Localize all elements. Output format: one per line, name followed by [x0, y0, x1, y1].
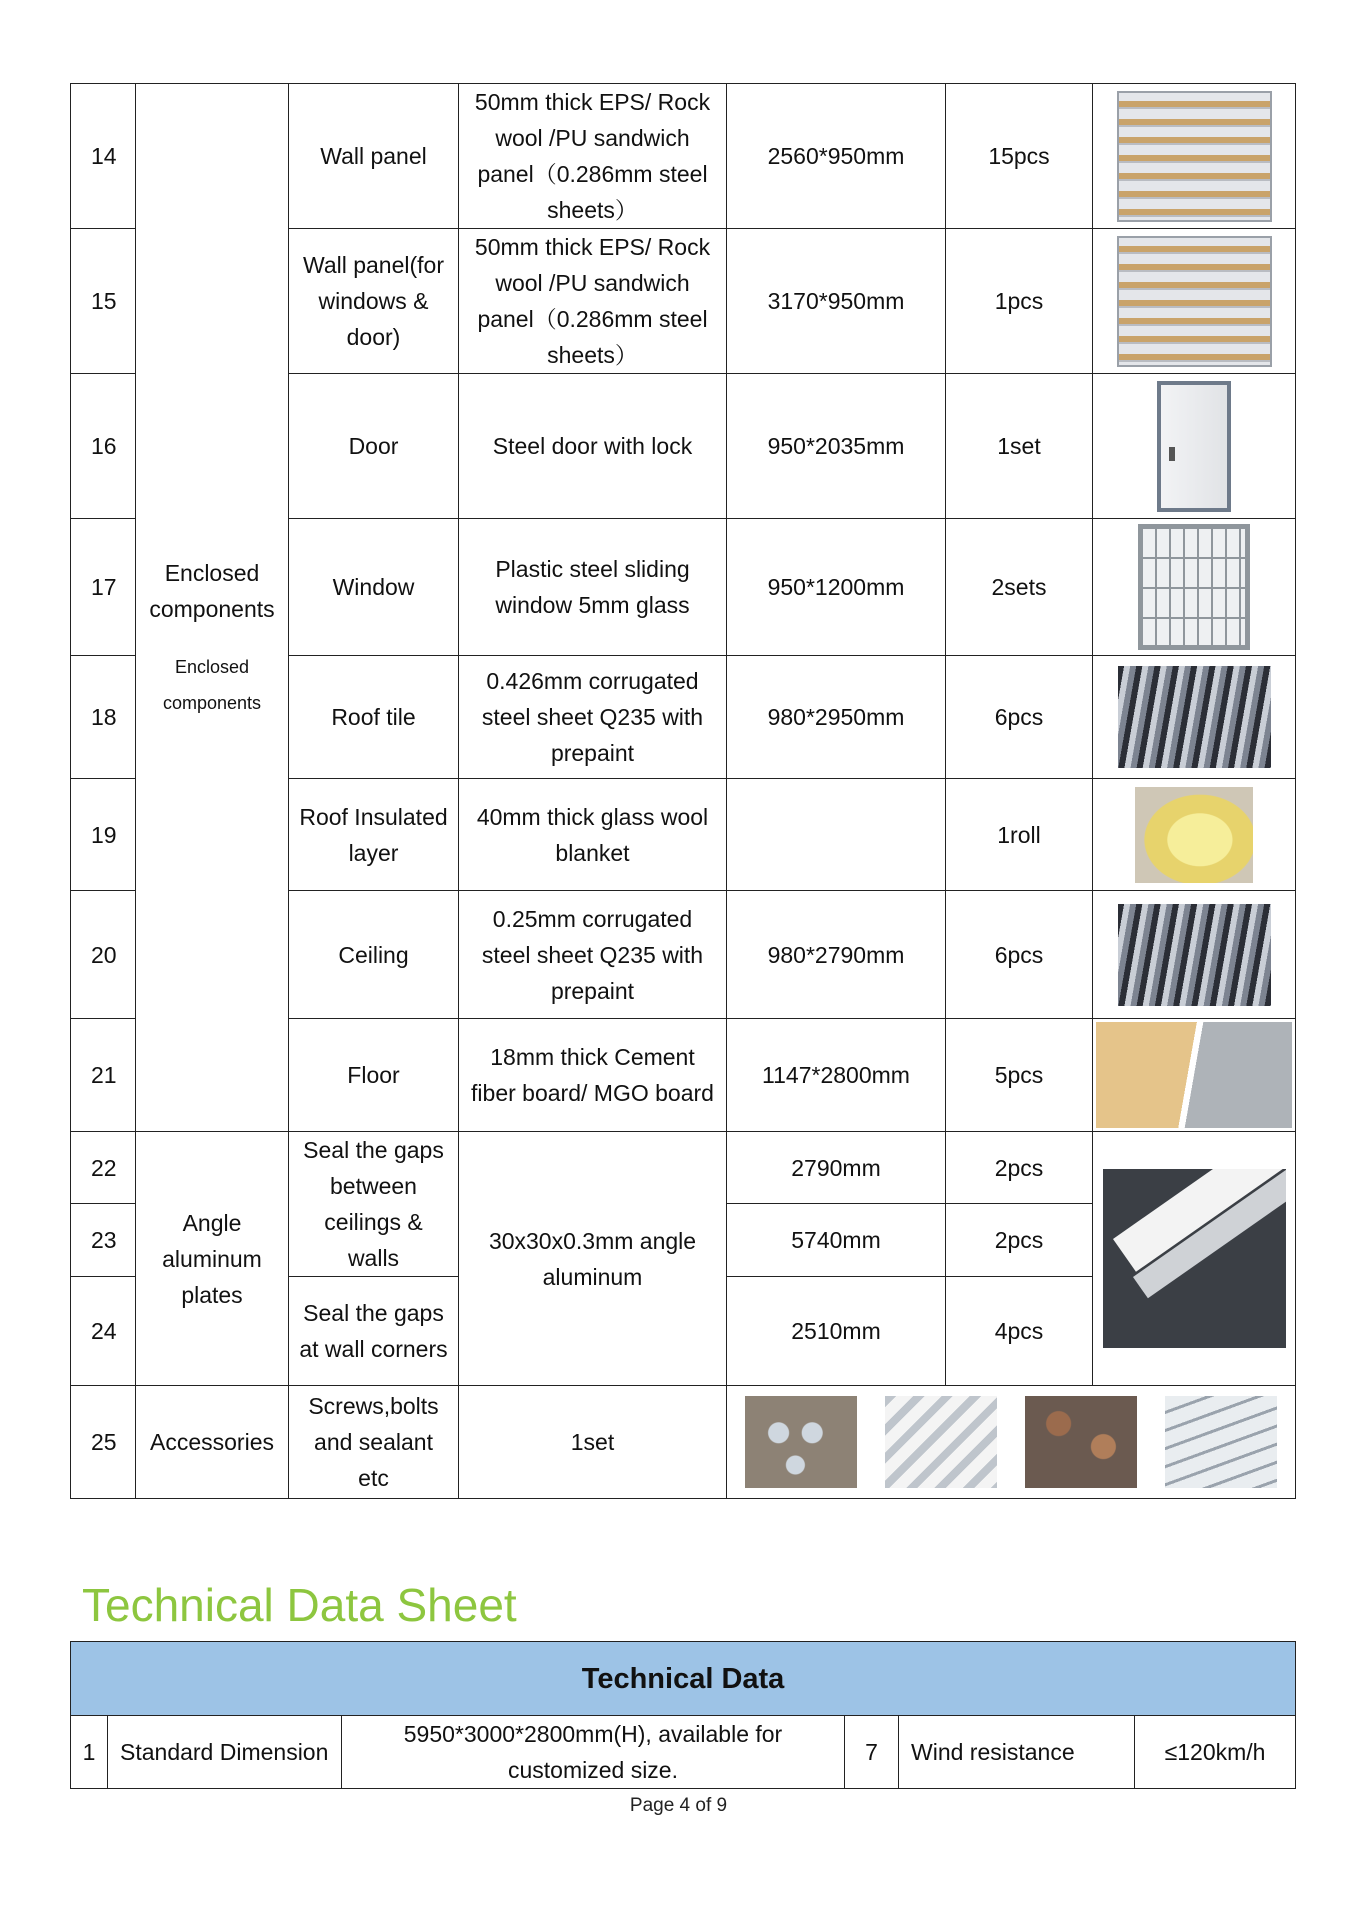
glass-wool-photo	[1135, 787, 1253, 883]
item-qty: 1pcs	[946, 229, 1093, 374]
row-number: 20	[71, 891, 136, 1019]
item-qty: 2pcs	[946, 1132, 1093, 1204]
accessories-photos	[727, 1396, 1295, 1488]
row-number: 14	[71, 84, 136, 229]
enclosed-group-label: Enclosed components	[149, 559, 275, 622]
row-number: 21	[71, 1019, 136, 1132]
item-name: Wall panel	[289, 84, 459, 229]
item-qty: 6pcs	[946, 656, 1093, 779]
item-name: Wall panel(for windows & door)	[289, 229, 459, 374]
table-row	[71, 1132, 1296, 1204]
item-qty: 1roll	[946, 779, 1093, 891]
roof-tile-photo	[1118, 666, 1271, 768]
screws-photo	[745, 1396, 857, 1488]
enclosed-group-small-label: Enclosed components	[162, 656, 262, 713]
enclosed-components-cell	[136, 84, 289, 1132]
row-number: 17	[71, 519, 136, 656]
row-number: 23	[71, 1204, 136, 1277]
item-spec: 30x30x0.3mm angle aluminum	[459, 1132, 727, 1386]
angle-group-label: Angle aluminum plates	[136, 1132, 289, 1386]
components-table	[70, 83, 1296, 1499]
item-photo-cell	[1093, 891, 1296, 1019]
item-name: Roof Insulated layer	[289, 779, 459, 891]
item-size: 3170*950mm	[727, 229, 946, 374]
item-name: Door	[289, 374, 459, 519]
section-title: Technical Data Sheet	[82, 1579, 517, 1631]
table-row	[71, 1716, 1296, 1789]
row-number: 22	[71, 1132, 136, 1204]
item-size: 2560*950mm	[727, 84, 946, 229]
accessories-group-label: Accessories	[136, 1386, 289, 1499]
row-number: 18	[71, 656, 136, 779]
item-qty: 2sets	[946, 519, 1093, 656]
item-size: 1147*2800mm	[727, 1019, 946, 1132]
item-name: Floor	[289, 1019, 459, 1132]
item-qty: 15pcs	[946, 84, 1093, 229]
item-qty: 2pcs	[946, 1204, 1093, 1277]
item-photo-cell	[1093, 1019, 1296, 1132]
sandwich-panel-photo	[1117, 236, 1272, 367]
item-photo-cell	[1093, 84, 1296, 229]
row-number: 16	[71, 374, 136, 519]
item-photo-cell	[1093, 229, 1296, 374]
accessories-photos-cell	[727, 1386, 1296, 1499]
item-photo-cell	[1093, 656, 1296, 779]
item-qty: 5pcs	[946, 1019, 1093, 1132]
item-spec: 18mm thick Cement fiber board/ MGO board	[459, 1019, 727, 1132]
item-name: Ceiling	[289, 891, 459, 1019]
item-size: 950*1200mm	[727, 519, 946, 656]
row-number: 24	[71, 1277, 136, 1386]
item-name: Screws,bolts and sealant etc	[289, 1386, 459, 1499]
item-name: Seal the gaps between ceilings & walls	[289, 1132, 459, 1277]
row-number: 15	[71, 229, 136, 374]
page-number: Page 4 of 9	[629, 1795, 728, 1816]
item-qty: 6pcs	[946, 891, 1093, 1019]
floor-board-photo	[1096, 1022, 1292, 1128]
technical-data-table	[70, 1641, 1296, 1789]
sealant-photo	[1165, 1396, 1277, 1488]
item-size: 5740mm	[727, 1204, 946, 1277]
rivets-photo	[1025, 1396, 1137, 1488]
row-number: 1	[71, 1716, 108, 1789]
item-name: Window	[289, 519, 459, 656]
row-number: 25	[71, 1386, 136, 1499]
item-spec: 50mm thick EPS/ Rock wool /PU sandwich panel（0.286mm steel sheets）	[459, 84, 727, 229]
table-row	[71, 1386, 1296, 1499]
item-photo-cell	[1093, 779, 1296, 891]
item-size: 980*2790mm	[727, 891, 946, 1019]
item-spec: 40mm thick glass wool blanket	[459, 779, 727, 891]
item-size	[727, 779, 946, 891]
row-number: 19	[71, 779, 136, 891]
item-size: 2510mm	[727, 1277, 946, 1386]
angle-aluminum-photo	[1103, 1169, 1286, 1348]
door-photo	[1157, 381, 1231, 512]
row-number: 7	[845, 1716, 899, 1789]
ceiling-sheet-photo	[1118, 904, 1271, 1006]
item-qty: 4pcs	[946, 1277, 1093, 1386]
spec-label: Wind resistance	[899, 1716, 1135, 1789]
item-size: 950*2035mm	[727, 374, 946, 519]
sandwich-panel-photo	[1117, 91, 1272, 222]
item-photo-cell	[1093, 1132, 1296, 1386]
item-qty: 1set	[946, 374, 1093, 519]
item-spec: 0.25mm corrugated steel sheet Q235 with prepaint	[459, 891, 727, 1019]
item-spec: Plastic steel sliding window 5mm glass	[459, 519, 727, 656]
window-photo	[1138, 524, 1250, 650]
item-name: Seal the gaps at wall corners	[289, 1277, 459, 1386]
table-row	[71, 84, 1296, 229]
bolts-photo	[885, 1396, 997, 1488]
item-qty: 1set	[459, 1386, 727, 1499]
item-size: 980*2950mm	[727, 656, 946, 779]
item-photo-cell	[1093, 374, 1296, 519]
spec-value: ≤120km/h	[1135, 1716, 1296, 1789]
item-name: Roof tile	[289, 656, 459, 779]
item-spec: 0.426mm corrugated steel sheet Q235 with prepaint	[459, 656, 727, 779]
spec-value: 5950*3000*2800mm(H), available for customized size.	[342, 1716, 845, 1789]
table-header-row	[71, 1642, 1296, 1716]
spec-label: Standard Dimension	[108, 1716, 342, 1789]
item-photo-cell	[1093, 519, 1296, 656]
item-size: 2790mm	[727, 1132, 946, 1204]
item-spec: 50mm thick EPS/ Rock wool /PU sandwich panel（0.286mm steel sheets）	[459, 229, 727, 374]
item-spec: Steel door with lock	[459, 374, 727, 519]
technical-data-header: Technical Data	[71, 1642, 1296, 1716]
